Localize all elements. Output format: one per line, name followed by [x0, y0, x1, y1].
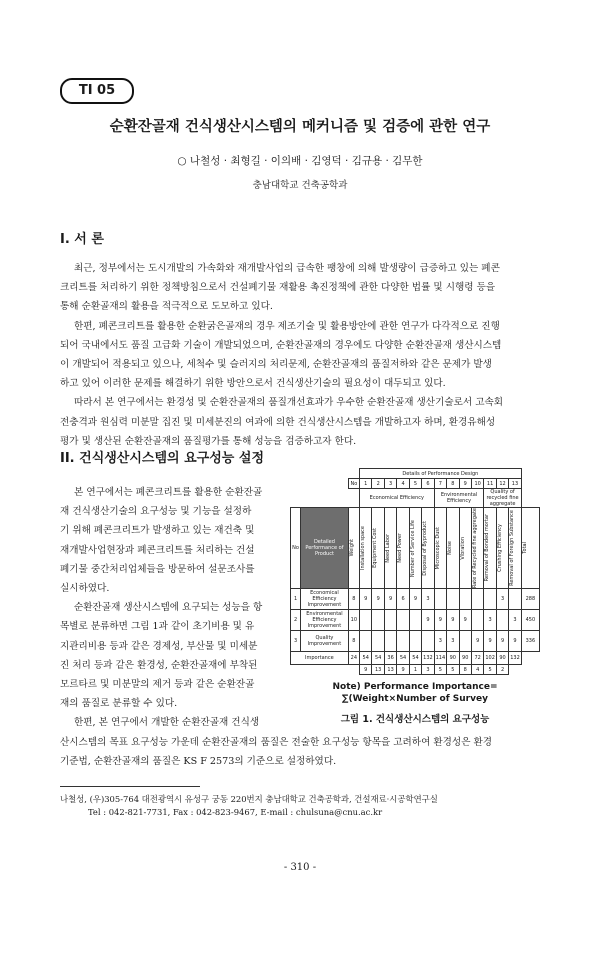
table-cell: 9: [384, 589, 396, 610]
importance-cell: 90: [496, 652, 508, 665]
section-heading-requirements: II. 건식생산시스템의 요구성능 설정: [60, 451, 265, 466]
table-cell: [484, 589, 496, 610]
importance-label: Importance: [291, 652, 349, 665]
section-heading-introduction: I. 서 론: [60, 232, 104, 247]
paragraph-line: 재의 품질로 분류할 수 있다.: [60, 698, 178, 710]
row-weight: 8: [348, 589, 359, 610]
table-cell: 3: [484, 610, 496, 631]
paragraph-line: 하고 있어 이러한 문제를 해결하기 위한 방안으로서 건식생산기술의 필요성이 대두되고 있다.: [60, 378, 446, 390]
row-label: Quality Improvement: [301, 631, 349, 652]
paragraph-line: 전충격과 원심력 미분말 집진 및 미세분진의 여과에 의한 건식생산시스템을 개발하고자 하며, 환경유해성: [60, 416, 496, 428]
paragraph-line: 재 건식생산기술의 요구성능 및 기능을 설정하: [60, 506, 252, 518]
table-note-line-1: Note) Performance Importance=: [332, 682, 498, 693]
ranking-cell: 2: [496, 665, 508, 675]
table-cell: 9: [447, 610, 459, 631]
paragraph-line: 크리트를 처리하기 위한 정책방침으로서 건설폐기물 재활용 촉진정책에 관한 다양한 법률 및 시행령 등을: [60, 282, 496, 294]
paragraph-line: 되어 국내에서도 품질 고급화 기술이 개발되었으며, 순환잔골재의 경우에도 다양한 순환잔골재 생산시스템: [60, 339, 502, 351]
paragraph-line: 폐기물 중간처리업체들을 방문하여 설문조사를: [60, 563, 255, 575]
importance-cell: 36: [384, 652, 396, 665]
ranking-cell: 3: [422, 665, 434, 675]
row-total: 336: [521, 631, 539, 652]
col-label: Removal of Foreign Substance: [509, 510, 516, 587]
col-label: Equipment Cost: [372, 528, 379, 569]
table-cell: [384, 610, 396, 631]
col-number: 6: [422, 479, 434, 489]
table-cell: [360, 631, 372, 652]
requirements-body-full: [60, 733, 540, 771]
importance-cell: 24: [348, 652, 359, 665]
table-cell: [409, 610, 421, 631]
group-economical: Economical Efficiency: [360, 489, 435, 508]
col-number: 2: [372, 479, 384, 489]
paragraph-line: 최근, 정부에서는 도시개발의 가속화와 재개발사업의 급속한 팽창에 의해 발생량이 급증하고 있는 폐콘: [74, 263, 500, 274]
paragraph-line: 재개발사업현장과 폐콘크리트를 처리하는 건설: [60, 544, 255, 556]
table-cell: [422, 631, 434, 652]
col-label: Removal of Bonded mortar: [484, 514, 491, 582]
ranking-cell: 5: [484, 665, 496, 675]
introduction-body: [60, 259, 540, 451]
row-total: 450: [521, 610, 539, 631]
table-cell: [496, 610, 508, 631]
importance-cell: 54: [409, 652, 421, 665]
col-number: 11: [484, 479, 496, 489]
col-number: 3: [384, 479, 396, 489]
importance-cell: 54: [397, 652, 409, 665]
col-number: 10: [471, 479, 483, 489]
table-cell: 3: [447, 631, 459, 652]
table-cell: [384, 631, 396, 652]
col-number: 4: [397, 479, 409, 489]
performance-table: [290, 468, 540, 675]
row-number: 2: [291, 610, 301, 631]
table-cell: [372, 610, 384, 631]
importance-cell: 114: [434, 652, 446, 665]
ranking-cell: 8: [459, 665, 471, 675]
table-note-line-2: ∑(Weight×Number of Survey: [342, 694, 488, 705]
total-label: Total: [521, 542, 528, 554]
table-cell: 9: [372, 589, 384, 610]
table-cell: [360, 610, 372, 631]
row-weight: 10: [348, 610, 359, 631]
col-label: Noise: [447, 541, 454, 556]
paragraph-line: 지관리비용 등과 같은 경제성, 부산물 및 미세분: [60, 640, 258, 652]
table-row: [291, 589, 540, 610]
importance-cell: 72: [471, 652, 483, 665]
footnote-divider: [60, 786, 200, 787]
table-cell: 9: [409, 589, 421, 610]
table-cell: 3: [496, 589, 508, 610]
paragraph-line: 순환잔골재 생산시스템에 요구되는 성능을 항: [74, 602, 263, 614]
paragraph-line: 본 연구에서는 폐콘크리트를 활용한 순환잔골: [74, 487, 263, 498]
table-cell: [409, 631, 421, 652]
table-cell: 9: [496, 631, 508, 652]
ranking-cell: 9: [360, 665, 372, 675]
paragraph-line: 실시하였다.: [60, 583, 110, 595]
no-label: No: [291, 508, 301, 589]
col-number: 7: [434, 479, 446, 489]
table-cell: [459, 631, 471, 652]
table-cell: 6: [397, 589, 409, 610]
col-number: 9: [459, 479, 471, 489]
paragraph-line: 목별로 분류하면 그림 1과 같이 초기비용 및 유: [60, 621, 255, 633]
paragraph-line: 평가 및 생산된 순환잔골재의 품질평가를 통해 성능을 검증하고자 한다.: [60, 435, 357, 447]
weight-label: Weight: [348, 539, 355, 557]
table-cell: 9: [360, 589, 372, 610]
paragraph-line: 한편, 본 연구에서 개발한 순환잔골재 건식생: [74, 717, 260, 729]
footnote-line: 나철성, (우)305-764 대전광역시 유성구 궁동 220번지 충남대학교 건축공학과, 건설재료·시공학연구실: [60, 794, 438, 804]
table-cell: 9: [471, 631, 483, 652]
col-number: 5: [409, 479, 421, 489]
no-label: No: [348, 479, 359, 489]
col-label: Vibration: [459, 536, 466, 560]
row-label: Economical Efficiency Improvement: [301, 589, 349, 610]
ranking-cell: 4: [471, 665, 483, 675]
row-label: Environmental Efficiency Improvement: [301, 610, 349, 631]
paragraph-line: 한편, 폐콘크리트를 활용한 순환굵은골재의 경우 제조기술 및 활용방안에 관한 연구가 다각적으로 진행: [74, 320, 500, 332]
importance-cell: 90: [459, 652, 471, 665]
importance-cell: 102: [484, 652, 496, 665]
paper-title: 순환잔골재 건식생산시스템의 메커니즘 및 검증에 관한 연구: [109, 119, 491, 135]
table-row: [291, 610, 540, 631]
col-label: Need Power: [397, 533, 404, 563]
group-quality: Quality of recycled fine aggregate: [484, 489, 521, 508]
paragraph-line: 통해 순환골재의 활용을 적극적으로 도모하고 있다.: [60, 301, 273, 313]
table-cell: [372, 631, 384, 652]
corner-label: Detailed Performance of Product: [301, 508, 349, 589]
table-cell: [434, 589, 446, 610]
paragraph-line: 진 처리 등과 같은 환경성, 순환잔골재에 부착된: [60, 659, 258, 671]
table-cell: [471, 589, 483, 610]
importance-cell: 54: [372, 652, 384, 665]
ranking-cell: 13: [372, 665, 384, 675]
figure-caption: 그림 1. 건식생산시스템의 요구성능: [340, 714, 490, 726]
table-cell: [471, 610, 483, 631]
importance-cell: 132: [509, 652, 521, 665]
requirements-body-left: [60, 483, 286, 733]
table-cell: 9: [484, 631, 496, 652]
ranking-cell: 5: [434, 665, 446, 675]
table-cell: 9: [509, 631, 521, 652]
paragraph-line: 기준법, 순환잔골재의 품질은 KS F 2573의 기준으로 설정하였다.: [60, 756, 337, 768]
table-cell: 9: [459, 610, 471, 631]
table-cell: 9: [422, 610, 434, 631]
table-cell: [397, 631, 409, 652]
col-number: 1: [360, 479, 372, 489]
figure-1: [290, 468, 540, 725]
ranking-cell: 13: [384, 665, 396, 675]
paragraph-line: 기 위해 폐콘크리트가 발생하고 있는 재건축 및: [60, 525, 255, 537]
table-header-title: Details of Performance Design: [360, 469, 522, 479]
footnote-line: Tel : 042-821-7731, Fax : 042-823-9467, E-mail : chulsuna@cnu.ac.kr: [88, 807, 383, 817]
ranking-cell: 1: [409, 665, 421, 675]
col-label: Installation space: [360, 526, 367, 571]
page-number: - 310 -: [283, 862, 317, 873]
table-row: [291, 631, 540, 652]
col-label: Need Labor: [384, 533, 391, 563]
paragraph-line: 산시스템의 목표 요구성능 가운데 순환잔골재의 품질은 전술한 요구성능 항목을 고려하여 환경성은 환경: [60, 737, 493, 748]
col-number: 13: [509, 479, 521, 489]
table-cell: 3: [509, 610, 521, 631]
col-number: 8: [447, 479, 459, 489]
col-label: Rate of Recycled fine aggregate: [471, 508, 478, 589]
col-label: Microscopic Dust: [434, 526, 441, 570]
row-number: 3: [291, 631, 301, 652]
row-total: 288: [521, 589, 539, 610]
affiliation: 충남대학교 건축공학과: [252, 180, 348, 191]
paragraph-line: 모르타르 및 미분말의 제거 등과 같은 순환잔골: [60, 679, 255, 691]
ranking-cell: 9: [397, 665, 409, 675]
col-number: 12: [496, 479, 508, 489]
importance-cell: 90: [447, 652, 459, 665]
authors: ○ 나철성 · 최형길 · 이의배 · 김영덕 · 김규용 · 김무한: [177, 155, 423, 167]
table-cell: 3: [434, 631, 446, 652]
row-number: 1: [291, 589, 301, 610]
table-cell: [509, 589, 521, 610]
importance-cell: 132: [422, 652, 434, 665]
ranking-cell: 5: [447, 665, 459, 675]
col-label: Crushing Efficiency: [496, 524, 503, 573]
table-cell: 9: [434, 610, 446, 631]
table-cell: [397, 610, 409, 631]
table-cell: [459, 589, 471, 610]
importance-cell: 54: [360, 652, 372, 665]
table-cell: 3: [422, 589, 434, 610]
group-environmental: Environmental Efficiency: [434, 489, 484, 508]
table-cell: [447, 589, 459, 610]
paper-tag: TI 05: [60, 78, 134, 104]
paragraph-line: 이 개발되어 적용되고 있으나, 세척수 및 슬러지의 처리문제, 순환잔골재의 품질저하와 같은 문제가 발생: [60, 359, 492, 371]
row-weight: 8: [348, 631, 359, 652]
col-label: Disposal of Byproduct: [422, 520, 429, 576]
col-label: Number of Service Life: [409, 519, 416, 577]
paragraph-line: 따라서 본 연구에서는 환경성 및 순환잔골재의 품질개선효과가 우수한 순환잔골재 생산기술로서 고속회: [74, 397, 503, 409]
footnote: [60, 793, 540, 819]
